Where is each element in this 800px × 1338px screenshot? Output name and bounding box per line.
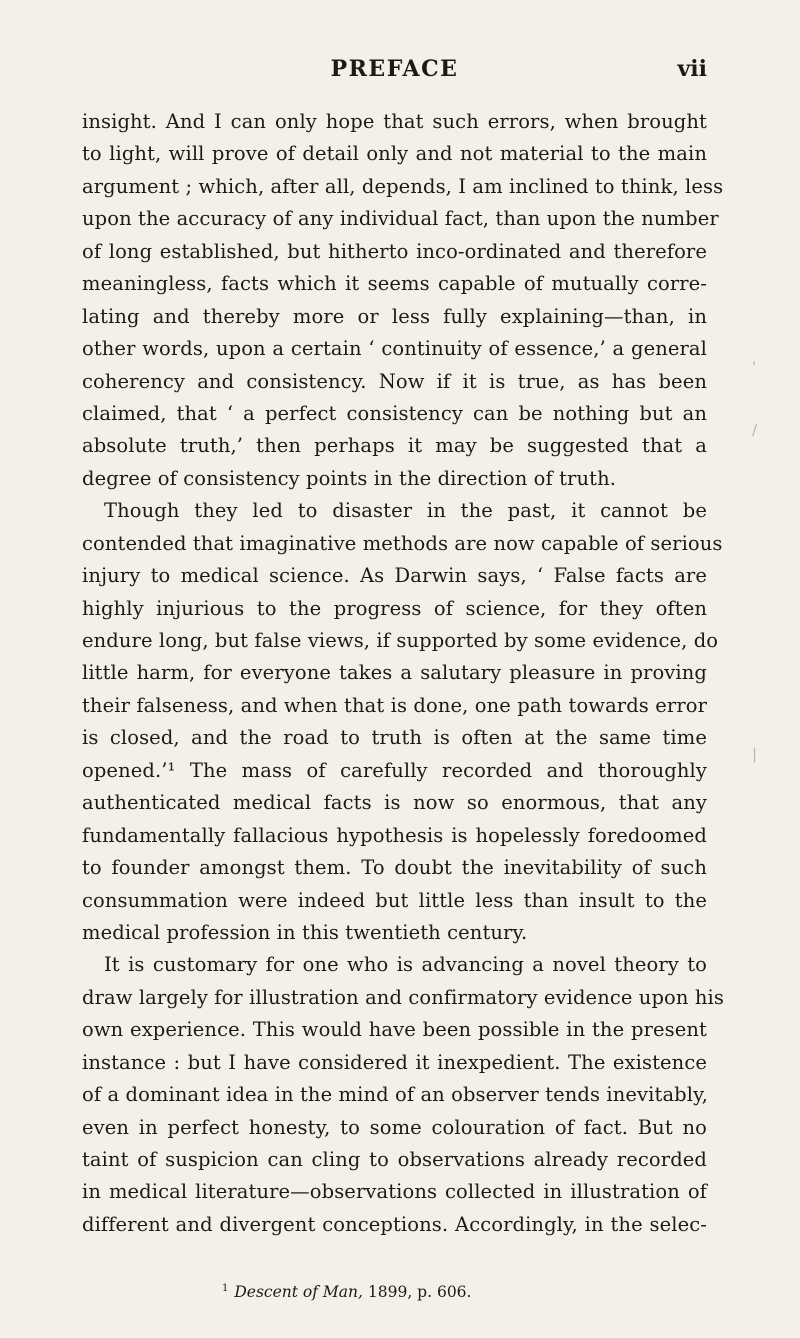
margin-mark: ' — [752, 358, 757, 376]
text-line: argument ; which, after all, depends, I am inclined to think, less — [82, 174, 724, 198]
text-line: other words, upon a certain ‘ continuity of essence,’ a general — [82, 337, 707, 361]
text-line: medical profession in this twentieth century. — [82, 920, 528, 944]
text-line: insight. And I can only hope that such errors, when brought — [82, 110, 707, 133]
footnote — [222, 1283, 471, 1301]
text-line: to founder amongst them. To doubt the inevitability of such — [82, 856, 707, 880]
text-line: upon the accuracy of any individual fact, than upon the number — [82, 207, 719, 231]
text-line: fundamentally fallacious hypothesis is hopelessly foredoomed — [82, 823, 707, 847]
text-line: absolute truth,’ then perhaps it may be suggested that a — [82, 434, 707, 458]
text-line: endure long, but false views, if supported by some evidence, do — [82, 629, 719, 652]
text-line: opened.’¹ The mass of carefully recorded and thoroughly — [82, 758, 707, 782]
running-title: PREFACE — [330, 56, 459, 82]
text-line: even in perfect honesty, to some colouration of fact. But no — [82, 1115, 707, 1139]
text-line: highly injurious to the progress of science, for they often — [82, 596, 707, 620]
footnote-citation: 1899, p. 606. — [362, 1283, 472, 1301]
text-line: little harm, for everyone takes a salutary pleasure in proving — [82, 661, 707, 685]
text-line: contended that imaginative methods are now capable of serious — [82, 531, 723, 555]
text-line: taint of suspicion can cling to observations already recorded — [82, 1148, 707, 1171]
text-line: meaningless, facts which it seems capable of mutually corre- — [82, 272, 707, 296]
footnote-title: Descent of Man, — [234, 1283, 363, 1301]
text-line: consummation were indeed but little less than insult to the — [82, 888, 707, 912]
running-header — [82, 56, 707, 92]
margin-mark: / — [752, 421, 758, 439]
text-line: in medical literature—observations collected in illustration of — [82, 1180, 707, 1204]
text-line: It is customary for one who is advancing a novel theory to — [104, 953, 707, 977]
text-line: different and divergent conceptions. Accordingly, in the selec- — [82, 1212, 707, 1236]
text-line: is closed, and the road to truth is often at the same time — [82, 726, 707, 750]
text-line: injury to medical science. As Darwin says, ‘ False facts are — [82, 564, 707, 588]
footnote-marker: 1 — [222, 1283, 229, 1294]
text-line: draw largely for illustration and confirmatory evidence upon his — [82, 985, 724, 1009]
text-line: claimed, that ‘ a perfect consistency can be nothing but an — [82, 401, 707, 425]
text-line: coherency and consistency. Now if it is true, as has been — [82, 369, 707, 393]
margin-mark: | — [752, 745, 758, 763]
text-line: degree of consistency points in the direction of truth. — [82, 466, 617, 490]
text-line: lating and thereby more or less fully explaining—than, in — [82, 304, 707, 328]
text-line: Though they led to disaster in the past, it cannot be — [104, 499, 707, 523]
text-line: of long established, but hitherto inco-ordinated and therefore — [82, 239, 707, 263]
text-line: authenticated medical facts is now so enormous, that any — [82, 791, 707, 815]
text-line: their falseness, and when that is done, one path towards error — [82, 693, 707, 717]
text-line: to light, will prove of detail only and not material to the main — [82, 142, 707, 166]
text-line: instance : but I have considered it inexpedient. The existence — [82, 1050, 707, 1074]
page-number: vii — [677, 56, 707, 82]
text-line: own experience. This would have been possible in the present — [82, 1018, 707, 1042]
text-line: of a dominant idea in the mind of an observer tends inevitably, — [82, 1083, 708, 1107]
body-text — [82, 106, 724, 1241]
